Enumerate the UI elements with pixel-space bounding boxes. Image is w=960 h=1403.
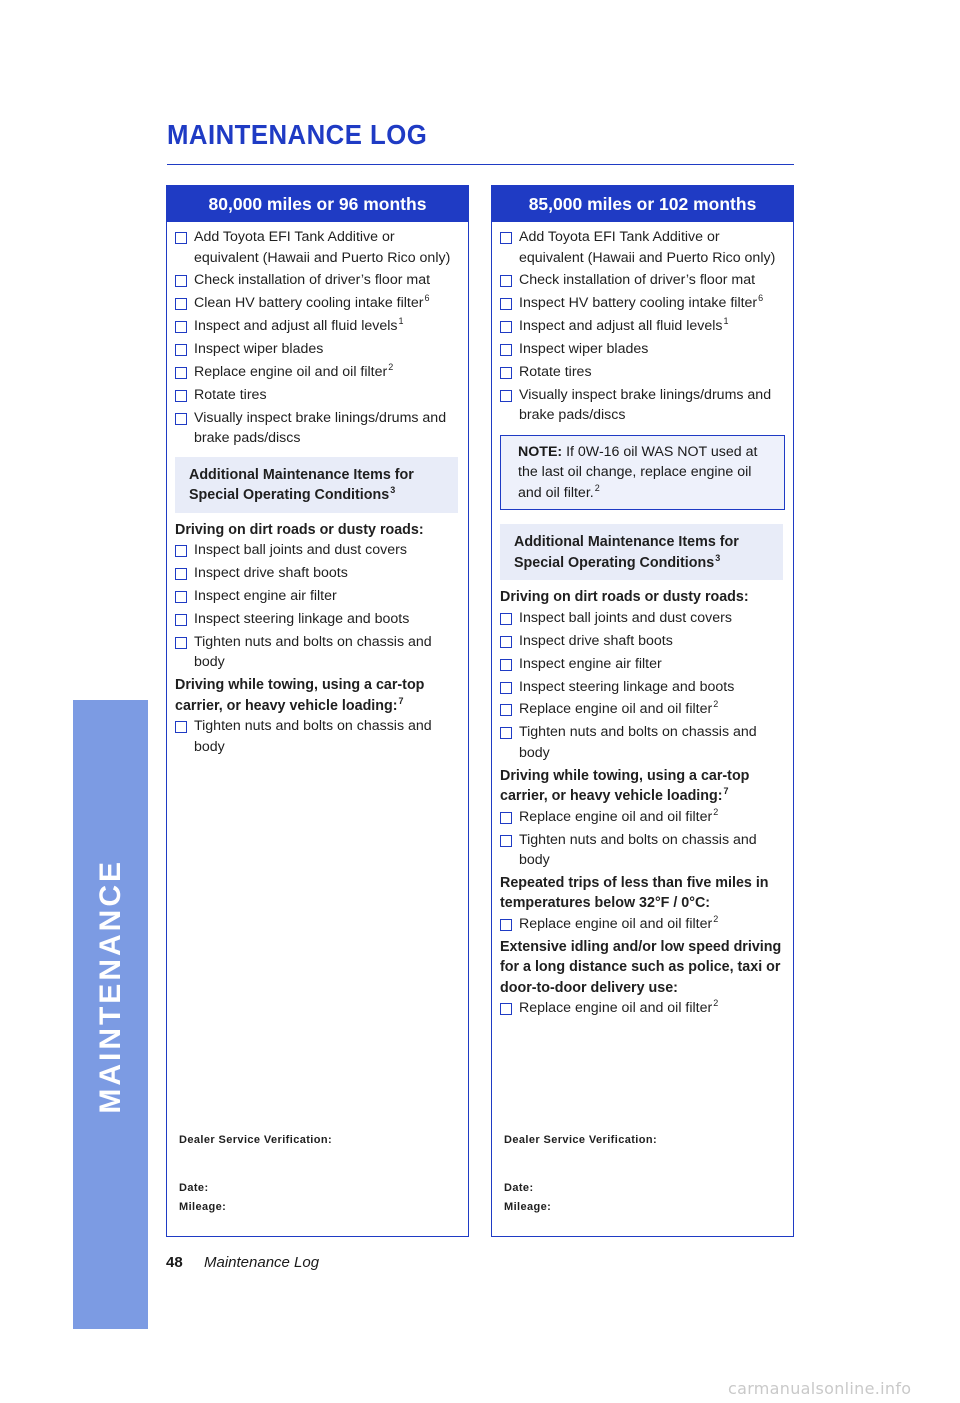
checklist-item [500, 631, 785, 652]
footnote-ref: 2 [713, 913, 719, 924]
page-title: MAINTENANCE LOG [167, 119, 428, 150]
condition-heading [500, 587, 785, 608]
condition-heading-text: Extensive idling and/or low speed driving for a long distance such as police, taxi or door-to-door delivery use: [500, 938, 782, 996]
condition-heading [500, 873, 785, 914]
checklist-item-text: Inspect drive shaft boots [194, 565, 348, 582]
checklist-item [500, 316, 785, 337]
checklist-item-text: Inspect steering linkage and boots [194, 610, 410, 627]
checkbox[interactable] [500, 275, 512, 287]
checklist-item [500, 385, 785, 426]
checklist-item-text: Inspect HV battery cooling intake filter [519, 295, 758, 312]
checklist-item [500, 830, 785, 871]
checklist-item-text: Inspect drive shaft boots [519, 632, 673, 649]
checklist-item [500, 339, 785, 360]
checklist-item [175, 563, 460, 584]
checklist-item-text: Inspect engine air filter [519, 655, 662, 672]
checklist-item-text: Rotate tires [519, 363, 592, 380]
maintenance-card-left [166, 185, 469, 1237]
card-body [492, 222, 793, 1019]
footnote-ref: 7 [723, 786, 729, 797]
checklist-item-text: Inspect wiper blades [194, 341, 324, 358]
checklist-item [175, 293, 460, 314]
checklist-item [500, 807, 785, 828]
checklist-item-text: Rotate tires [194, 386, 267, 403]
checklist-item [175, 632, 460, 673]
checklist-item [175, 339, 460, 360]
checkbox[interactable] [175, 614, 187, 626]
checkbox[interactable] [175, 344, 187, 356]
checkbox[interactable] [500, 344, 512, 356]
checkbox[interactable] [500, 321, 512, 333]
footnote-ref: 6 [758, 293, 764, 304]
checkbox[interactable] [175, 545, 187, 557]
checklist-item [500, 654, 785, 675]
date-label: Date: [504, 1182, 534, 1194]
footnote-ref: 3 [715, 552, 721, 563]
footnote-ref: 2 [713, 806, 719, 817]
footnote-ref: 2 [713, 699, 719, 710]
dealer-verification-label: Dealer Service Verification: [179, 1134, 333, 1146]
checklist-item-text: Inspect wiper blades [519, 341, 649, 358]
checklist-item-text: Check installation of driver’s floor mat [519, 272, 756, 289]
additional-items-box [175, 457, 458, 513]
maintenance-card-right [491, 185, 794, 1237]
checkbox[interactable] [175, 321, 187, 333]
title-rule [167, 164, 794, 165]
checkbox[interactable] [500, 812, 512, 824]
additional-items-label: Additional Maintenance Items for Special Operating Conditions [514, 534, 739, 571]
checkbox[interactable] [500, 659, 512, 671]
condition-heading-text: Driving while towing, using a car-top carrier, or heavy vehicle loading: [500, 767, 750, 805]
note-label: NOTE: [518, 443, 563, 460]
checkbox[interactable] [175, 275, 187, 287]
checklist-item-text: Inspect ball joints and dust covers [519, 609, 732, 626]
checkbox[interactable] [500, 613, 512, 625]
checklist-item-text: Inspect engine air filter [194, 588, 337, 605]
date-label: Date: [179, 1182, 209, 1194]
checklist-item [500, 362, 785, 383]
checklist-item-text: Replace engine oil and oil filter [519, 1000, 713, 1017]
checkbox[interactable] [500, 704, 512, 716]
checkbox[interactable] [175, 721, 187, 733]
footnote-ref: 3 [390, 485, 396, 496]
footnote-ref: 6 [424, 293, 430, 304]
condition-heading-text: Driving on dirt roads or dusty roads: [500, 589, 749, 606]
checkbox[interactable] [500, 390, 512, 402]
checkbox[interactable] [175, 367, 187, 379]
checklist-item-text: Inspect ball joints and dust covers [194, 542, 407, 559]
note-box [500, 435, 785, 511]
dealer-verification-label: Dealer Service Verification: [504, 1134, 658, 1146]
side-tab-label: MAINTENANCE [93, 859, 127, 1114]
checklist-item [175, 408, 460, 449]
checklist-item-text: Visually inspect brake linings/drums and brake pads/discs [519, 386, 772, 424]
special-conditions [500, 587, 785, 1019]
checklist-item [500, 227, 785, 268]
checklist-item [175, 385, 460, 406]
checklist-item-text: Tighten nuts and bolts on chassis and body [519, 831, 757, 869]
checklist-item [500, 677, 785, 698]
footnote-ref: 1 [398, 316, 404, 327]
checklist-item-text: Inspect and adjust all fluid levels [194, 318, 398, 335]
condition-heading [500, 766, 785, 807]
condition-heading-text: Driving on dirt roads or dusty roads: [175, 521, 424, 538]
checkbox[interactable] [175, 390, 187, 402]
condition-heading [175, 675, 460, 716]
checkbox[interactable] [175, 637, 187, 649]
condition-heading-text: Driving while towing, using a car-top carrier, or heavy vehicle loading: [175, 677, 425, 714]
checklist-item-text: Inspect steering linkage and boots [519, 678, 735, 695]
checkbox[interactable] [500, 367, 512, 379]
footer-label: Maintenance Log [204, 1254, 320, 1271]
checklist-item-text: Check installation of driver’s floor mat [194, 272, 431, 289]
checklist-item [175, 609, 460, 630]
checklist-item [175, 362, 460, 383]
checklist-item [175, 586, 460, 607]
side-tab-label-wrap [73, 700, 148, 1329]
checkbox[interactable] [175, 298, 187, 310]
mileage-label: Mileage: [504, 1201, 552, 1213]
card-header: 85,000 miles or 102 months [492, 186, 793, 222]
note-text: If 0W-16 oil WAS NOT used at the last oil change, replace engine oil and oil filter. [518, 443, 758, 501]
checkbox[interactable] [175, 568, 187, 580]
checklist-item [175, 316, 460, 337]
checklist-item [500, 914, 785, 935]
footnote-ref: 7 [398, 695, 404, 706]
checklist-item [175, 227, 460, 268]
footnote-ref: 2 [713, 998, 719, 1009]
checklist-item [500, 608, 785, 629]
mileage-label: Mileage: [179, 1201, 227, 1213]
checklist-item [175, 540, 460, 561]
checklist-item [500, 998, 785, 1019]
checkbox[interactable] [175, 413, 187, 425]
checkbox[interactable] [500, 835, 512, 847]
checklist-item [175, 716, 460, 757]
checklist-item-text: Tighten nuts and bolts on chassis and body [519, 724, 757, 761]
special-conditions [175, 520, 460, 757]
checklist-item-text: Add Toyota EFI Tank Additive or equivalent (Hawaii and Puerto Rico only) [519, 229, 776, 266]
checklist-item-text: Clean HV battery cooling intake filter [194, 295, 424, 312]
condition-heading [500, 937, 785, 999]
checkbox[interactable] [500, 636, 512, 648]
checklist-item-text: Replace engine oil and oil filter [519, 808, 713, 825]
checklist-item-text: Replace engine oil and oil filter [519, 701, 713, 718]
checklist-item-text: Add Toyota EFI Tank Additive or equivalent (Hawaii and Puerto Rico only) [194, 229, 451, 266]
page-number: 48 [166, 1254, 183, 1271]
checklist-item [500, 270, 785, 291]
checkbox[interactable] [500, 727, 512, 739]
checkbox[interactable] [500, 682, 512, 694]
checkbox[interactable] [500, 919, 512, 931]
checklist [175, 227, 460, 449]
footnote-ref: 2 [388, 361, 394, 372]
condition-heading-text: Repeated trips of less than five miles in temperatures below 32°F / 0°C: [500, 874, 769, 912]
checklist-item-text: Visually inspect brake linings/drums and brake pads/discs [194, 409, 447, 447]
checklist-item-text: Tighten nuts and bolts on chassis and body [194, 718, 432, 755]
additional-items-label: Additional Maintenance Items for Special Operating Conditions [189, 466, 414, 504]
checkbox[interactable] [175, 591, 187, 603]
additional-items-box [500, 524, 783, 580]
checklist-item [500, 293, 785, 314]
footnote-ref: 1 [723, 316, 729, 327]
checkbox[interactable] [175, 232, 187, 244]
checklist-item-text: Replace engine oil and oil filter [194, 363, 388, 380]
checkbox[interactable] [500, 1003, 512, 1015]
card-body [167, 222, 468, 757]
checkbox[interactable] [500, 298, 512, 310]
card-header: 80,000 miles or 96 months [167, 186, 468, 222]
checklist-item [500, 699, 785, 720]
condition-heading [175, 520, 460, 541]
checklist-item-text: Replace engine oil and oil filter [519, 915, 713, 932]
checkbox[interactable] [500, 232, 512, 244]
watermark: carmanualsonline.info [728, 1379, 912, 1398]
checklist-item-text: Tighten nuts and bolts on chassis and body [194, 633, 432, 671]
checklist-item [500, 722, 785, 763]
checklist [500, 227, 785, 426]
checklist-item-text: Inspect and adjust all fluid levels [519, 318, 723, 335]
footnote-ref: 2 [594, 482, 600, 493]
checklist-item [175, 270, 460, 291]
